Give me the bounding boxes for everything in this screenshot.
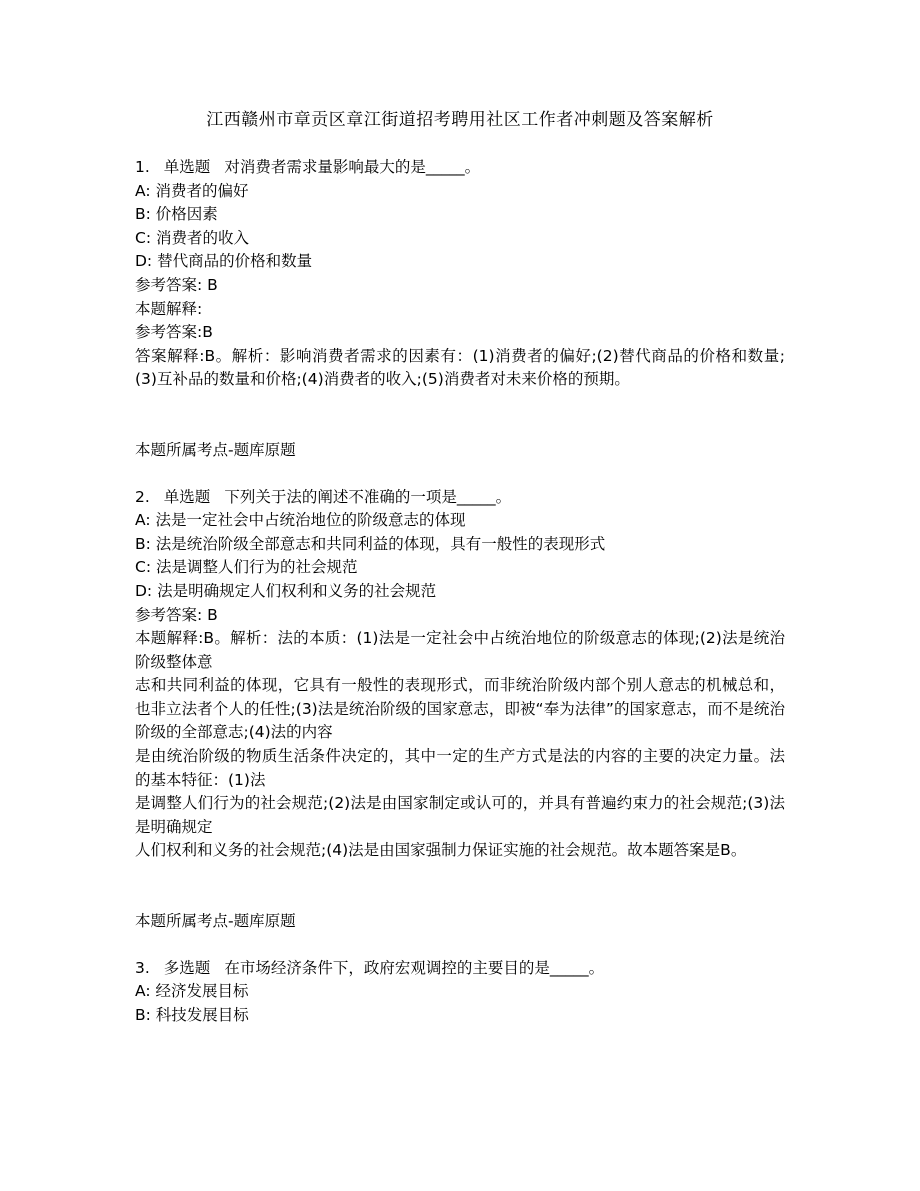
answer-explanation-line: 是由统治阶级的物质生活条件决定的，其中一定的生产方式是法的内容的主要的决定力量。法的基本特征：(1)法: [135, 747, 785, 789]
option-a: A: 消费者的偏好: [135, 181, 249, 200]
answer-explanation-line: 本题解释:B。解析：法的本质：(1)法是一定社会中占统治地位的阶级意志的体现;(2)法是统治阶级整体意: [135, 629, 785, 671]
option-a: A: 法是一定社会中占统治地位的阶级意志的体现: [135, 511, 466, 530]
explanation-label: 本题解释:: [135, 299, 203, 318]
option-a: A: 经济发展目标: [135, 982, 249, 1001]
question-type: 多选题: [163, 958, 211, 977]
reference-answer: 参考答案: B: [135, 605, 218, 624]
question-3-header: [135, 957, 785, 981]
reference-answer: 参考答案: B: [135, 275, 218, 294]
topic-label: 本题所属考点-题库原题: [135, 912, 296, 931]
option-b: B: 法是统治阶级全部意志和共同利益的体现，具有一般性的表现形式: [135, 534, 606, 553]
answer-explanation-line: 人们权利和义务的社会规范;(4)法是由国家强制力保证实施的社会规范。故本题答案是B。: [135, 841, 747, 860]
question-stem: 对消费者需求量影响最大的是_____。: [224, 158, 481, 176]
answer-explanation: 答案解释:B。解析：影响消费者需求的因素有：(1)消费者的偏好;(2)替代商品的价格和数量;(3)互补品的数量和价格;(4)消费者的收入;(5)消费者对未来价格的预期。: [135, 346, 785, 389]
question-number: 2.: [135, 487, 150, 506]
question-2-header: [135, 486, 785, 510]
question-stem: 在市场经济条件下，政府宏观调控的主要目的是_____。: [224, 958, 605, 977]
option-c: C: 法是调整人们行为的社会规范: [135, 558, 358, 577]
question-type: 单选题: [163, 158, 211, 176]
option-c: C: 消费者的收入: [135, 228, 249, 247]
question-1-header: [135, 156, 785, 180]
reference-answer-2: 参考答案:B: [135, 323, 213, 342]
question-number: 3.: [135, 958, 150, 977]
option-d: D: 替代商品的价格和数量: [135, 252, 313, 271]
document-body: [135, 156, 785, 1027]
answer-explanation-line: 志和共同利益的体现，它具有一般性的表现形式，而非统治阶级内部个别人意志的机械总和，也非立法者个人的任性;(3)法是统治阶级的国家意志，即被“奉为法律”的国家意志，而不是统治阶级的全部意志;(4)法的内容: [135, 676, 785, 742]
question-number: 1.: [135, 158, 150, 176]
answer-explanation-line: 是调整人们行为的社会规范;(2)法是由国家制定或认可的，并具有普遍约束力的社会规范;(3)法是明确规定: [135, 794, 785, 836]
option-d: D: 法是明确规定人们权利和义务的社会规范: [135, 581, 437, 600]
option-b: B: 科技发展目标: [135, 1005, 249, 1024]
page-title: 江西赣州市章贡区章江街道招考聘用社区工作者冲刺题及答案解析: [206, 110, 714, 130]
question-stem: 下列关于法的阐述不准确的一项是_____。: [224, 487, 512, 506]
option-b: B: 价格因素: [135, 205, 218, 224]
question-type: 单选题: [163, 487, 211, 506]
topic-label: 本题所属考点-题库原题: [135, 440, 296, 459]
